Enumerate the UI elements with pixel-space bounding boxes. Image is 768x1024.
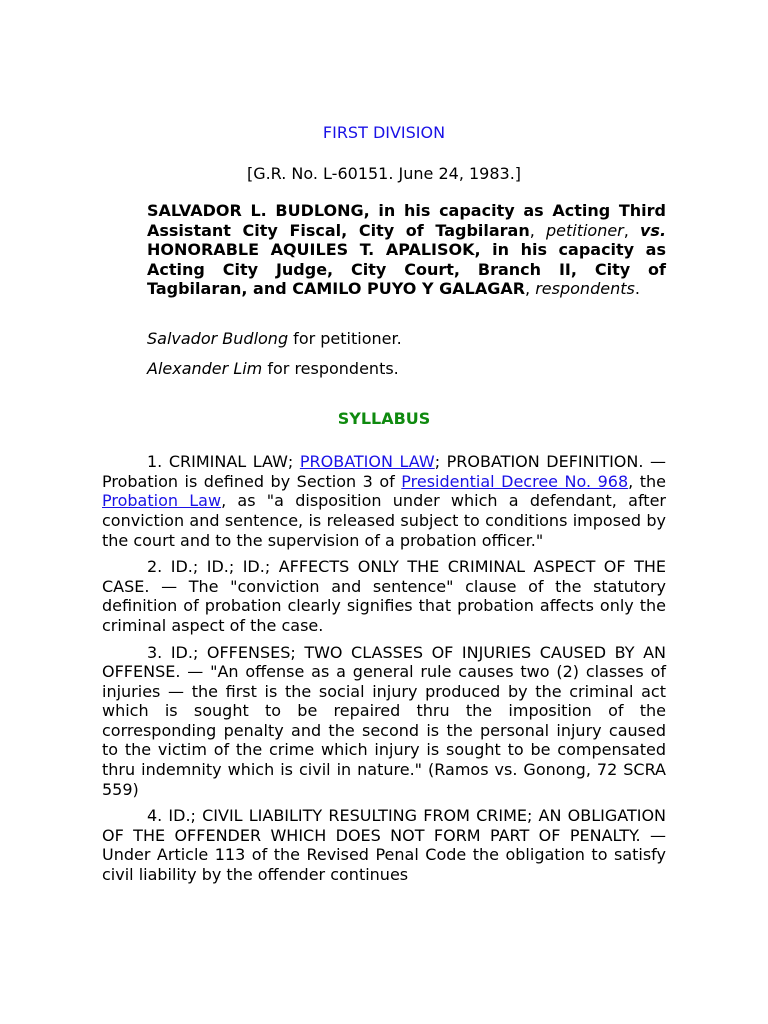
case-parties <box>147 201 666 299</box>
counsel-block <box>147 329 666 378</box>
respondent-counsel-name: Alexander Lim <box>147 358 263 378</box>
syllabus-item-4: 4. ID.; CIVIL LIABILITY RESULTING FROM CRIME; AN OBLIGATION OF THE OFFENDER WHICH DOES NOT FORM PART OF PENALTY. — Under Article 113 of the Revised Penal Code the obligation to satisfy civil liability by the offender continues <box>102 806 666 885</box>
syllabus-text: ; PROBATION DEFINITION. — Probation is defined by Section 3 of <box>102 452 667 491</box>
petitioner-role: petitioner <box>545 220 624 240</box>
petitioner-counsel-name: Salvador Budlong <box>147 328 289 348</box>
versus-label: vs. <box>639 220 667 240</box>
petitioner-counsel-text: for petitioner. <box>288 328 402 348</box>
probation-law-link[interactable]: PROBATION LAW <box>299 452 435 472</box>
syllabus-text: 1. CRIMINAL LAW; <box>147 452 300 472</box>
syllabus-heading: SYLLABUS <box>337 409 431 429</box>
syllabus-text: , as "a disposition under which a defendant, after conviction and sentence, is released subject to conditions imposed by the court and to the supervision of a probation officer." <box>102 491 667 550</box>
respondent-counsel <box>147 359 666 379</box>
syllabus-item-3: 3. ID.; OFFENSES; TWO CLASSES OF INJURIES CAUSED BY AN OFFENSE. — "An offense as a general rule causes two (2) classes of injuries — the first is the social injury produced by the criminal act which is sought to be repaired thru the imposition of the corresponding penalty and the second is the personal injury caused to the victim of the crime which injury is sought to be compensated thru indemnity which is civil in nature." (Ramos vs. Gonong, 72 SCRA 559) <box>102 642 666 799</box>
respondent-name: HONORABLE AQUILES T. APALISOK, in his capacity as Acting City Judge, City Court, Branch II, City of Tagbilaran, and CAMILO PUYO Y GALAGAR <box>147 240 666 299</box>
petitioner-name: SALVADOR L. BUDLONG, in his capacity as Acting Third Assistant City Fiscal, City of Tagbilaran <box>147 201 666 240</box>
respondent-role: respondents <box>535 279 635 299</box>
terminator: . <box>634 279 640 299</box>
decision-page <box>102 121 666 885</box>
case-number: [G.R. No. L-60151. June 24, 1983.] <box>246 164 522 183</box>
separator: , <box>525 279 536 299</box>
petitioner-counsel <box>147 329 666 349</box>
syllabus-item-1 <box>102 452 666 550</box>
presidential-decree-968-link[interactable]: Presidential Decree No. 968 <box>401 471 629 491</box>
division-heading: FIRST DIVISION <box>322 123 446 142</box>
syllabus-item-2: 2. ID.; ID.; ID.; AFFECTS ONLY THE CRIMINAL ASPECT OF THE CASE. — The "conviction and sentence" clause of the statutory definition of probation clearly signifies that probation affects only the criminal aspect of the case. <box>102 557 666 635</box>
separator: , <box>623 220 640 240</box>
respondent-counsel-text: for respondents. <box>262 358 399 378</box>
separator: , <box>529 220 546 240</box>
probation-law-link-2[interactable]: Probation Law <box>102 491 222 511</box>
syllabus-text: , the <box>628 471 667 491</box>
